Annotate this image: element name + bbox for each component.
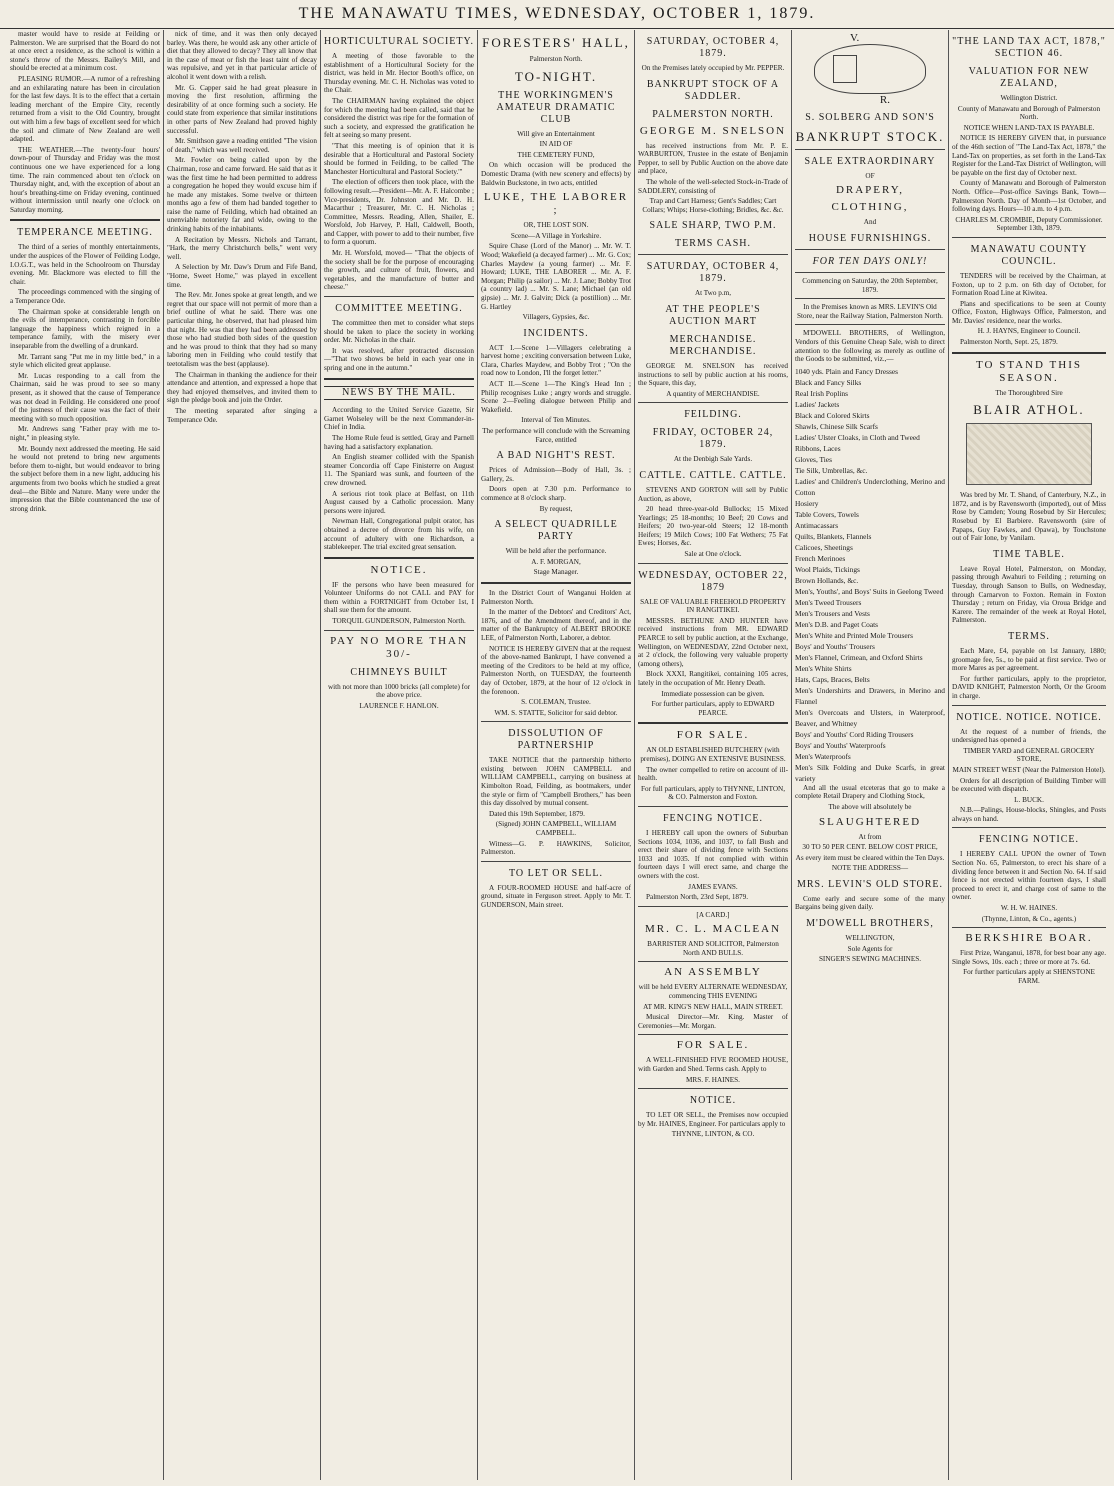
ad-text: Interval of Ten Minutes. <box>521 416 591 425</box>
ad-subtitle: Palmerston North. <box>529 55 583 63</box>
play-title: LUKE, THE LABORER ; <box>483 191 629 217</box>
article-paragraph: The third of a series of monthly entertainments, under the auspices of the Flower of Feilding Lodge, I.O.G.T., was held in the Schoolroom on Thursday evening. Mr. Blackmore was elected to fill the chair. <box>10 243 160 286</box>
ad-text: Doors open at 7.30 p.m. Performance to commence at 8 o'clock sharp. <box>481 485 631 502</box>
ad-heading: NOTICE. <box>689 1095 737 1107</box>
ad-text: AN OLD ESTABLISHED BUTCHERY (with premises), DOING AN EXTENSIVE BUSINESS. <box>640 746 786 763</box>
article-paragraph: Mr. G. Capper said he had great pleasure in moving the first resolution, affirming the desirability of at once forming such a society. He could state from experience that similar institutions in other parts of New Zealand had proved highly successful. <box>167 83 317 135</box>
ad-heading: NOTICE. <box>370 563 428 576</box>
ad-heading: FENCING NOTICE. <box>663 812 763 824</box>
ad-title: FORESTERS' HALL, <box>482 35 630 50</box>
article-paragraph: "That this meeting is of opinion that it is desirable that a Horticultural and Pastoral Society should be formed in Feilding, to be called 'The Manchester Horticultural and Pastoral Society.'" <box>324 141 474 176</box>
ad-text: 30 TO 50 PER CENT. BELOW COST PRICE, <box>802 843 938 852</box>
goods-item: 1040 yds. Plain and Fancy Dresses <box>795 366 899 376</box>
ad-text: IN AID OF <box>539 140 573 149</box>
ad-text: Will be held after the performance. <box>505 547 607 556</box>
ad-text: MESSRS. BETHUNE AND HUNTER have received instructions from MR. EDWARD PEARCE to sell by public auction, at the Exchange, Wellington, on WEDNESDAY, 22nd October next, at 2 o'clock, the following very valuable property (among others), <box>638 616 788 668</box>
ad-date: SATURDAY, OCTOBER 4, 1879. <box>646 261 780 285</box>
ad-heading: "THE LAND TAX ACT, 1878," SECTION 46. <box>952 36 1106 59</box>
ad-text: Witness—G. P. HAWKINS, Solicitor, Palmerston. <box>481 839 631 857</box>
ad-text: Prices of Admission—Body of Hall, 3s. ; Gallery, 2s. <box>481 466 631 483</box>
ad-text: NOTE THE ADDRESS— <box>831 864 909 873</box>
ad-text: NOTICE IS HEREBY GIVEN that at the request of the above-named Bankrupt, I have convened a meeting of the Creditors to be held at my office, Palmerston North, on TUESDAY, the fourteenth day of October, 1879, at the hour of 12 o'clock in the forenoon. <box>481 644 631 696</box>
ad-text: The whole of the well-selected Stock-in-Trade of SADDLERY, consisting of <box>638 177 788 195</box>
horse-illustration <box>966 423 1092 485</box>
ad-text: Orders for all description of Building Timber will be executed with dispatch. <box>952 776 1106 794</box>
ad-heading: BERKSHIRE BOAR. <box>965 932 1093 945</box>
royal-crest <box>795 34 945 106</box>
article-paragraph: Mr. Andrews sang "Father pray with me to-night," in pleasing style. <box>10 425 160 442</box>
goods-item: Men's Overcoats and Ulsters, in Waterproof, Beaver, and Whitney <box>795 707 945 728</box>
section-heading: COMMITTEE MEETING. <box>335 303 463 315</box>
play-scene: Scene—A Village in Yorkshire. <box>510 231 602 240</box>
ad-signature: TORQUIL GUNDERSON, Palmerston North. <box>332 617 466 626</box>
play-subtitle: OR, THE LOST SON. <box>523 221 589 230</box>
ad-text: GEORGE M. SNELSON has received instructions to sell by public auction at his rooms, the Square, this day, <box>638 361 788 388</box>
ad-subheading: THE WORKINGMEN'S AMATEUR DRAMATIC CLUB <box>496 89 616 125</box>
ad-text: On which occasion will be produced the Domestic Drama (with new scenery and effects) by Baldwin Buckstone, in two acts, entitled <box>481 161 631 187</box>
ad-signature: CHARLES M. CROMBIE, Deputy Commissioner. September 13th, 1879. <box>955 215 1103 233</box>
columns <box>10 30 1106 1480</box>
ad-heading: BANKRUPT STOCK. <box>795 128 945 144</box>
ad-signature: LAURENCE F. HANLON. <box>359 701 439 710</box>
column-5 <box>638 30 788 1480</box>
goods-item: Ladies' Jackets <box>795 399 840 409</box>
article-paragraph: The election of officers then took place, with the following result.—President—Mr. A. F. Halcombe ; Vice-presidents, Dr. Johnston and Mr. D. H. Macarthur ; Treasurer, Mr. C. H. Nicholas ; Committee, Messrs. Reading, Allen, Shailer, E. Worsfold, Job Harvey, P. Hall, Caldwell, Booth, and Capper, with power to add to their number, five to form a quorum. <box>324 178 474 247</box>
ad-text: I HEREBY CALL UPON the owner of Town Section No. 65, Palmerston, to erect his share of a dividing fence between it and Section No. 64. If said fence is not erected within fourteen days, I shall proceed to erect it, and charge cost of same to the owner. <box>952 850 1106 902</box>
article-paragraph: A Recitation by Messrs. Nichols and Tarrant, "Hark, the merry Christchurch bells," went very well. <box>167 235 317 261</box>
ad-subheading: S. SOLBERG AND SON'S <box>805 111 935 123</box>
ad-text: By request, <box>539 504 573 513</box>
ad-signature: H. J. HAYNS, Engineer to Council. <box>977 327 1081 336</box>
article-paragraph: Mr. Lucas responding to a call from the Chairman, said he was proud to see so many present, as it showed that the cause of Temperance was not dead in Feilding. He considered one proof of the justness of their cause was the fact of their meeting with so much opposition. <box>10 371 160 423</box>
ad-text: WELLINGTON, <box>845 934 895 943</box>
ad-text: Trap and Cart Harness; Gent's Saddles; Cart Collars; Whips; Horse-clothing; Bridles, &c. &c. <box>642 197 784 214</box>
ad-text: And all the usual etceteras that go to make a complete Retail Drapery and Clothing Stock, <box>795 783 945 801</box>
goods-item: Men's Trousers and Vests <box>795 608 870 618</box>
ad-text: Villagers, Gypsies, &c. <box>522 313 590 322</box>
ad-heading: MANAWATU COUNTY COUNCIL. <box>970 243 1088 267</box>
ad-text: TO LET OR SELL, the Premises now occupied by Mr. HAINES, Engineer. For particulars apply to <box>638 1111 788 1128</box>
cattle-list: 20 head three-year-old Bullocks; 15 Mixed Yearlings; 25 18-months; 10 Beef; 20 Cows and Heifers; 20 two-year-old Steers; 12 18-month Heifers; 19 Milch Cows; 100 Fat Wethers; 75 Fat Ewes; Horses, &c. <box>638 505 788 548</box>
goods-item: Boys' and Youths' Trousers <box>795 641 875 651</box>
ad-signature: For full particulars, apply to THYNNE, LINTON, & CO. Palmerston and Foxton. <box>640 784 786 802</box>
ad-signature: For further particulars apply at SHENSTONE FARM. <box>963 968 1095 985</box>
ad-text: THE CEMETERY FUND, <box>517 150 595 159</box>
column-4 <box>481 30 631 1480</box>
ad-subheading: VALUATION FOR NEW ZEALAND, <box>968 66 1090 89</box>
ad-text: First Prize, Wanganui, 1878, for best boar any age. Single Sows, 10s. each ; three or more at 7s. 6d. <box>952 949 1106 966</box>
ad-subheading: FOR TEN DAYS ONLY! <box>812 255 928 267</box>
goods-item: Ribbons, Laces <box>795 443 841 453</box>
ad-text: Musical Director—Mr. King. Master of Ceremonies—Mr. Morgan. <box>638 1013 788 1030</box>
ad-text: IF the persons who have been measured for Volunteer Uniforms do not CALL and PAY for them within a FORTNIGHT from October 1st, I shall sue them for the amount. <box>324 580 474 615</box>
ad-text: Commencing on Saturday, the 20th September, 1879. <box>802 276 938 294</box>
ad-signature: MRS. F. HAINES. <box>686 1075 740 1084</box>
article-paragraph: The Home Rule feud is settled, Gray and Parnell having had a satisfactory explanation. <box>324 433 474 451</box>
column-1 <box>10 30 160 1480</box>
ad-heading: BANKRUPT STOCK OF A SADDLER. <box>646 78 780 102</box>
goods-item: Ladies' and Children's Underclothing, Merino and Cotton <box>795 476 945 497</box>
article-paragraph: Mr. H. Worsfold, moved— "That the objects of the society shall be for the purpose of encouraging the growth, and culture of fruit, flowers, and vegetables, and the manufacture of butter and cheese." <box>324 249 474 292</box>
ad-text: NOTICE WHEN LAND-TAX IS PAYABLE. <box>963 123 1095 132</box>
ad-text: At Two p.m, <box>694 289 732 298</box>
article-paragraph: A serious riot took place at Belfast, on 11th August caused by a Catholic procession. Many persons were injured. <box>324 489 474 515</box>
article-paragraph: It was resolved, after protracted discussion—"That two shows be held in each year one in spring and one in the autumn." <box>324 346 474 372</box>
ad-signature: S. COLEMAN, Trustee. <box>521 698 591 707</box>
goods-item: Wool Plaids, Tickings <box>795 564 860 574</box>
article-paragraph: The meeting separated after singing a Temperance Ode. <box>167 406 317 424</box>
ad-text: M'DOWELL BROTHERS, of Wellington, Vendors of this Genuine Cheap Sale, wish to direct attention to the following as merely as outline of the Goods to be submitted, viz.,— <box>795 329 945 364</box>
ad-signature: For further particulars, apply to EDWARD PEARCE. <box>651 700 775 717</box>
goods-item: Men's, Youths', and Boys' Suits in Geelong Tweed <box>795 586 944 596</box>
ad-text: In the District Court of Wanganui Holden at Palmerston North. <box>481 588 631 606</box>
ad-text: N.B.—Palings, House-blocks, Shingles, and Posts always on hand. <box>952 806 1106 823</box>
article-paragraph: Newman Hall, Congregational pulpit orator, has obtained a decree of divorce from his wife, on account of adultery with one Richardson, a stablekeeper. The trial excited great sensation. <box>324 517 474 552</box>
article-paragraph: According to the United Service Gazette, Sir Garnet Wolseley will be the next Commander-in-Chief in India. <box>324 406 474 432</box>
ad-text: Block XXXI, Rangitikei, containing 105 acres, lately in the occupation of Mr. Henry Death. <box>638 670 788 687</box>
ad-heading: FEILDING. <box>684 409 742 421</box>
ad-text: ACT I.—Scene 1—Villagers celebrating a harvest home ; exciting conversation between Luke, Clara, Charles Maydew, and Bobby Trot ; "On the road now to London, I'll the forget letter." <box>481 343 631 378</box>
goods-item: Antimacassars <box>795 520 839 530</box>
article-paragraph: nick of time, and it was then only decayed barley. Was there, he would ask any other article of diet that they allowed to decay? They all know that in the case of meat or fish the least taint of decay was repulsive, and yet in that particular article of alcohol it went down with a relish. <box>167 30 317 81</box>
article-paragraph: A meeting of those favorable to the establishment of a Horticultural Society for the district, was held in Mr. Hector Booth's office, on Thursday evening. Mr. C. H. Nicholas was voted to the Chair. <box>324 52 474 95</box>
ad-text: SALE OF VALUABLE FREEHOLD PROPERTY IN RANGITIKEI. <box>640 597 786 615</box>
article-paragraph: master would have to reside at Feilding or Palmerston. We are surprised that the Board do not at once erect a residence, as the school is within a stone's throw of the Messrs. Bailey's Mill, and should be erected at a minimum cost. <box>10 30 160 73</box>
ad-heading: SLAUGHTERED <box>818 815 922 828</box>
goods-item: Calicoes, Sheetings <box>795 542 853 552</box>
ad-subheading: TERMS. <box>1008 630 1050 642</box>
section-heading: TEMPERANCE MEETING. <box>17 227 153 239</box>
ad-heading: TO LET OR SELL. <box>508 867 604 879</box>
ad-text: As every item must be cleared within the Ten Days. <box>795 853 945 862</box>
goods-item: Shawls, Chinese Silk Scarfs <box>795 421 878 431</box>
goods-item: Ladies' Ulster Cloaks, in Cloth and Tweed <box>795 432 920 442</box>
ad-text: STEVENS AND GORTON will sell by Public Auction, as above, <box>638 485 788 503</box>
ad-text: OF <box>865 171 875 180</box>
article-paragraph: PLEASING RUMOR.—A rumor of a refreshing and an exhilarating nature has been in circulation for the last few days. It is to the effect that a certain leading merchant of the Empire City, recently returned from a visit to the Old Country, brought out with him a few bags of excellent seed for which the soil and climate of New Zealand are well adapted. <box>10 74 160 144</box>
ad-text: Sole Agents for <box>847 944 893 953</box>
ad-heading: DRAPERY, <box>835 184 905 197</box>
goods-item: Men's White Shirts <box>795 663 852 673</box>
article-paragraph: Mr. Boundy next addressed the meeting. He said he would not pretend to bring new arguments before them to-night, but would endeavor to bring the subject before them in a new light, adducing his arguments from two books which he studied a great deal—the Bible and Nature. Many were under the impression that the Bible countenanced the use of strong drink. <box>10 444 160 513</box>
ad-text: The owner compelled to retire on account of ill-health. <box>638 765 788 783</box>
column-2 <box>167 30 317 1480</box>
article-paragraph: The Rev. Mr. Jones spoke at great length, and we regret that our space will not permit of more than a brief outline of what he said. There was one particular thing, he observed, that had pleased him that night. He was that they had been addressed by those who had studied both sides of the question and he was proud to think that they had so many laboring men in Feilding who could testify that teetotalism was the best (applause). <box>167 291 317 368</box>
ad-text: At the Denbigh Sale Yards. <box>673 455 753 464</box>
ad-date: WEDNESDAY, OCTOBER 22, 1879 <box>638 569 788 593</box>
goods-item: Men's White and Printed Mole Trousers <box>795 630 914 640</box>
ad-text: TAKE NOTICE that the partnership hitherto existing between JOHN CAMPBELL and WILLIAM CAMPBELL, carrying on business at Kimbolton Road, Feilding, as bootmakers, under the style or firm of "Campbell Brothers," has been this day dissolved by mutual consent. <box>481 756 631 808</box>
ad-heading: MERCHANDISE. MERCHANDISE. <box>669 333 757 357</box>
cast-list: Squire Chase (Lord of the Manor) ... Mr. W. T. Wood; Wakefield (a decayed farmer) ... Mr. G. Cox; Charles Maydew (a young farmer) ... Mr. F. Howard; LUKE, THE LABORER ... Mr. A. F. Morgan; Philip (a sailor) ... Mr. J. Lane; Bobby Trot (a country lad) ... Mr. S. Lane; Michael (an old gipsie) ... Mr. J. Galvin; Dick (a postillion) ... Mr. G. Hartley <box>481 242 631 311</box>
goods-item: Hats, Caps, Braces, Belts <box>795 674 870 684</box>
goods-item: Brown Hollands, &c. <box>795 575 859 585</box>
ad-text: Immediate possession can be given. <box>661 689 765 698</box>
ad-text: AT MR. KING'S NEW HALL, MAIN STREET. <box>643 1002 783 1011</box>
ad-text: TENDERS will be received by the Chairman, at Foxton, up to 2 p.m. on 6th day of October, for Formation Road Line at Kiwitea. <box>952 271 1106 298</box>
ad-signature: JAMES EVANS. <box>688 882 738 891</box>
ad-text: Will give an Entertainment <box>517 129 595 138</box>
goods-item: Black and Fancy Silks <box>795 377 862 387</box>
article-paragraph: An English steamer collided with the Spanish steamer Concordia off Cape Finisterre on August 11. The Spaniard was sunk, and fourteen of the crew drowned. <box>324 453 474 487</box>
ad-subheading: TIME TABLE. <box>993 548 1065 560</box>
article-paragraph: The proceedings commenced with the singing of a Temperance Ode. <box>10 288 160 306</box>
ad-text: has received instructions from Mr. P. E. WARBURTON, Trustee in the estate of Benjamin Pepper, to sell by Public Auction on the above date and place, <box>638 141 788 176</box>
goods-item: Men's Undershirts and Drawers, in Merino and Flannel <box>795 685 945 706</box>
goods-item: Black and Colored Skirts <box>795 410 870 420</box>
ad-heading: TO STAND THIS SEASON. <box>976 358 1082 384</box>
ad-subheading: SALE SHARP, TWO P.M. <box>649 220 777 232</box>
article-paragraph: Mr. Fowler on being called upon by the Chairman, rose and came forward. He said that as it was the first time he had been permitted to address a congregation he hoped they would excuse him if he made any mistakes. Some twelve or thirteen months ago a few of them had banded together to raise the name of Feilding, which had obtained an unenviable notoriety far and wide, owing to the drinking habits of the inhabitants. <box>167 156 317 234</box>
article-paragraph: Mr. Smithson gave a reading entitled "The vision of death," which was well received. <box>167 137 317 154</box>
ad-text: A FOUR-ROOMED HOUSE and half-acre of ground, situate in Ferguson street. Apply to Mr. T. GUNDERSON, Main street. <box>481 883 631 909</box>
ad-text: will be held EVERY ALTERNATE WEDNESDAY, commencing THIS EVENING <box>638 983 788 1001</box>
goods-item: Hosiery <box>795 498 819 508</box>
masthead: THE MANAWATU TIMES, WEDNESDAY, OCTOBER 1, 1879. <box>0 0 1114 29</box>
ad-text: County of Manawatu and Borough of Palmerston North. <box>957 104 1101 122</box>
goods-item: Tie Silk, Umbrellas, &c. <box>795 465 868 475</box>
goods-item: Men's Waterproofs <box>795 751 851 761</box>
ad-subheading: CHIMNEYS BUILT <box>350 666 448 678</box>
ad-subheading: M'DOWELL BROTHERS, <box>806 918 934 930</box>
farce-title: A BAD NIGHT'S REST. <box>496 450 616 462</box>
ad-heading: FOR SALE. <box>676 729 750 742</box>
article-paragraph: THE WEATHER.—The twenty-four hours' down-pour of Thursday and Friday was the most continuous one we have experienced for a long time. The rain commenced about ten o'clock on Thursday night, and, with the exception of about an hour's breathing-time on Friday evening, continued without intermission until nearly one o'clock on Saturday morning. <box>10 145 160 214</box>
ad-signature: L. BUCK. <box>1014 795 1044 804</box>
auctioneer-name: GEORGE M. SNELSON <box>639 124 787 137</box>
ad-text: SINGER'S SEWING MACHINES. <box>818 955 922 964</box>
ad-text: Sale at One o'clock. <box>684 550 742 559</box>
ad-subheading: A SELECT QUADRILLE PARTY <box>494 519 618 543</box>
ad-text: MAIN STREET WEST (Near the Palmerston Hotel). <box>952 765 1106 774</box>
section-heading: HORTICULTURAL SOCIETY. <box>324 36 474 47</box>
ad-text: At from <box>858 832 882 841</box>
article-paragraph: Mr. Tarrant sang "Put me in my little bed," in a style which elicited great applause. <box>10 352 160 370</box>
section-heading: NEWS BY THE MAIL. <box>324 386 474 401</box>
ad-signature: A. F. MORGAN, <box>531 557 581 566</box>
article-paragraph: The committee then met to consider what steps should be taken to place the society in working order. Mr. Nicholas in the chair. <box>324 319 474 345</box>
goods-item: Gloves, Ties <box>795 454 832 464</box>
goods-item: Men's Tweed Trousers <box>795 597 862 607</box>
ad-text: County of Manawatu and Borough of Palmerston North. Office—Post-office Savings Bank, Town—Palmerston North. Day of Month—1st October, and following days. Hours—10 a.m. to 4 p.m. <box>952 179 1106 214</box>
ad-signature: THYNNE, LINTON, & CO. <box>671 1130 755 1139</box>
article-paragraph: The Chairman spoke at considerable length on the evils of intemperance, contrasting in forcible language the happiness which reigned in a temperance family, with the misery ever inseparable from the dwelling of a drunkard. <box>10 307 160 350</box>
goods-item: Men's Flannel, Crimean, and Oxford Shirts <box>795 652 923 662</box>
ad-text: BARRISTER AND SOLICITOR, Palmerston North AND BULLS. <box>647 940 779 957</box>
ad-subheading: MRS. LEVIN'S OLD STORE. <box>796 878 944 890</box>
ad-heading: FOR SALE. <box>676 1039 750 1052</box>
crown-icon <box>814 44 926 94</box>
ad-heading: FENCING NOTICE. <box>979 834 1079 846</box>
ad-text: The above will absolutely be <box>828 802 912 811</box>
ad-heading: CATTLE. CATTLE. CATTLE. <box>639 469 787 481</box>
ad-text: Palmerston North, Sept. 25, 1879. <box>960 338 1058 347</box>
crest-letter-v: V. <box>850 32 860 44</box>
ad-subheading: TERMS CASH. <box>674 238 751 250</box>
ad-text: Dated this 19th September, 1879. <box>489 809 585 818</box>
ad-signature: W. H. W. HAINES. <box>1000 904 1058 913</box>
ad-text: with not more than 1000 bricks (all complete) for the above price. <box>327 682 471 700</box>
ad-text: Leave Royal Hotel, Palmerston, on Monday, passing through Awahuri to Feilding ; returning on Tuesday, through Sanson to Bulls, on Wednesday, through Carnarvon to Foxton. Remain in Foxton Thursday ; return on Friday, via Oroua Bridge and Karere. The remainder of the week at Royal Hotel, Palmerston. <box>952 564 1106 625</box>
ad-subheading: INCIDENTS. <box>523 327 589 339</box>
ad-text: And <box>863 218 877 227</box>
article-paragraph: A Selection by Mr. Daw's Drum and Fife Band, "Home, Sweet Home," was played in excellent time. <box>167 263 317 289</box>
ad-text: I HEREBY call upon the owners of Suburban Sections 1034, 1036, and 1037, to fall Bush and erect their share of dividing fence with Sections 1033 and 1035. If not complied with within fourteen days I will erect same, and charge the owners with the cost. <box>638 828 788 880</box>
ad-text: [A CARD.] <box>696 910 730 919</box>
ad-text: In the Premises known as MRS. LEVIN'S Old Store, near the Railway Station, Palmerston North. <box>797 303 943 320</box>
goods-item: Men's Silk Folding and Duke Scarfs, in great variety <box>795 762 945 783</box>
goods-item: Men's D.B. and Paget Coats <box>795 619 879 629</box>
ad-text: TIMBER YARD and GENERAL GROCERY STORE, <box>963 746 1095 764</box>
goods-list <box>795 366 945 784</box>
ad-text: Each Mare, £4, payable on 1st January, 1880; groomage fee, 5s., to be paid at first service. Two or more Mares as per agreement. <box>952 646 1106 673</box>
article-paragraph: The CHAIRMAN having explained the object for which the meeting had been called, said that he considered the district was ripe for the formation of such a society, and expressed the gratification he felt at seeing so many present. <box>324 96 474 140</box>
ad-heading: PALMERSTON NORTH. <box>652 108 774 120</box>
column-6 <box>795 30 945 1480</box>
ad-text: The Thoroughbred Sire <box>995 388 1063 397</box>
ad-heading: HOUSE FURNISHINGS. <box>808 232 932 244</box>
ad-heading: TO-NIGHT. <box>514 68 598 84</box>
goods-item: Quilts, Blankets, Flannels <box>795 531 872 541</box>
column-7 <box>952 30 1106 1480</box>
ad-text: The performance will conclude with the Screaming Farce, entitled <box>482 427 630 444</box>
ad-signature: (Signed) JOHN CAMPBELL, WILLIAM CAMPBELL. <box>495 820 617 838</box>
ad-date: SATURDAY, OCTOBER 4, 1879. <box>646 36 780 59</box>
ad-text: At the request of a number of friends, the undersigned has opened a <box>952 727 1106 745</box>
goods-item: Boys' and Youths' Waterproofs <box>795 740 886 750</box>
goods-item: French Merinoes <box>795 553 846 563</box>
horse-name: BLAIR ATHOL. <box>973 402 1085 418</box>
ad-signature: WM. S. STATTE, Solicitor for said debtor. <box>494 708 618 717</box>
ad-text: Come early and secure some of the many Bargains being given daily. <box>795 894 945 912</box>
goods-item: Boys' and Youths' Cord Riding Trousers <box>795 729 914 739</box>
column-3 <box>324 30 474 1480</box>
ad-text: In the matter of the Debtors' and Creditors' Act, 1876, and of the Amendment thereof, and in the matter of the Bankruptcy of ALBERT BROOKE LEE, of Palmerston North, Laborer, a debtor. <box>481 608 631 642</box>
ad-text: NOTICE IS HEREBY GIVEN that, in pursuance of the 46th section of "The Land-Tax Act, 1878," the Land-Tax on properties, as set forth in the Land-Tax Register for the Land-Tax District of Wellington, will be payable on the first day of October next. <box>952 134 1106 177</box>
goods-item: Real Irish Poplins <box>795 388 848 398</box>
ad-heading: DISSOLUTION OF PARTNERSHIP <box>508 728 604 752</box>
ad-text: (Thynne, Linton, & Co., agents.) <box>981 914 1077 923</box>
ad-heading: PAY NO MORE THAN 30/- <box>330 634 468 660</box>
goods-item: Table Covers, Towels <box>795 509 859 519</box>
ad-subheading: SALE EXTRAORDINARY <box>804 155 936 167</box>
ad-heading: AT THE PEOPLE'S AUCTION MART <box>665 303 761 327</box>
ad-text: For further particulars, apply to the proprietor, DAVID KNIGHT, Palmerston North, Or the Groom in charge. <box>952 674 1106 700</box>
ad-heading: MR. C. L. MACLEAN <box>644 923 782 936</box>
ad-text: A quantity of MERCHANDISE. <box>666 389 760 398</box>
ad-text: A WELL-FINISHED FIVE ROOMED HOUSE, with Garden and Shed. Terms cash. Apply to <box>638 1056 788 1074</box>
ad-signature: Stage Manager. <box>533 568 579 577</box>
ad-text: Wellington District. <box>1000 94 1058 102</box>
ad-text: Palmerston North, 23rd Sept, 1879. <box>646 893 749 902</box>
ad-date: FRIDAY, OCTOBER 24, 1879. <box>652 427 774 451</box>
ad-text: Plans and specifications to be seen at County Office, Foxton, Highways Office, Palmerston, and Mr. Davies' residence, near the works. <box>952 299 1106 325</box>
article-paragraph: The Chairman in thanking the audience for their attendance and attention, and expressed a hope that they had enjoyed themselves, and invited them to sign the pledge book and join the Order. <box>167 370 317 405</box>
ad-heading: CLOTHING, <box>831 201 909 214</box>
ad-text: Was bred by Mr. T. Shand, of Canterbury, N.Z., in 1872, and is by Ravensworth (imported), out of Miss Rose by Camden; Young Rosebud by Sir Hercules; Rosebud by El Barbiere. Ravensworth (sire of Papaps, Guy Fawkes, and Opawa), by Touchstone out of Fair Ione, by Vanilam. <box>952 491 1106 543</box>
ad-text: ACT II.—Scene 1—The King's Head Inn ; Philip recognises Luke ; angry words and struggle. Scene 2—Feeling dialogue between Philip and Wakefield. <box>481 380 631 414</box>
ad-text: On the Premises lately occupied by Mr. PEPPER. <box>641 64 785 72</box>
ad-heading: NOTICE. NOTICE. NOTICE. <box>956 711 1102 723</box>
crest-letter-r: R. <box>879 94 890 107</box>
ad-heading: AN ASSEMBLY <box>664 966 762 979</box>
